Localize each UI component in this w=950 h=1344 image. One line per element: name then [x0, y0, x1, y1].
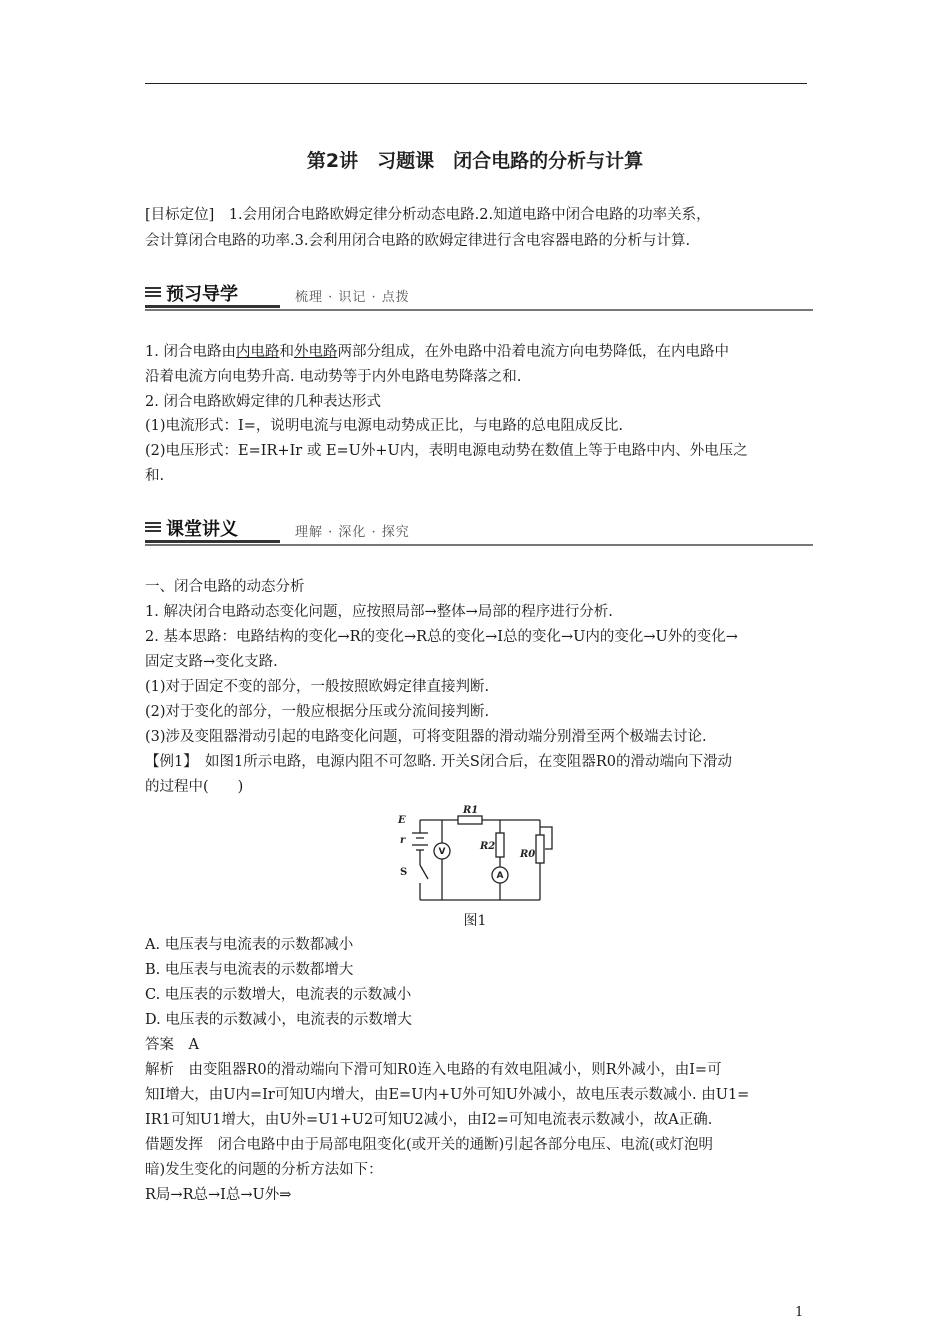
- section-title: 预习导学: [166, 284, 238, 305]
- objective-line-2: 会计算闭合电路的功率.3.会利用闭合电路的欧姆定律进行含电容器电路的分析与计算.: [145, 233, 691, 249]
- preview-paragraph-3: (1)电流形式：I=，说明电流与电源电动势成正比，与电路的总电阻成反比.: [145, 418, 624, 434]
- lecture-line: (1)对于固定不变的部分，一般按照欧姆定律直接判断.: [145, 679, 490, 695]
- label-R2: R2: [480, 841, 496, 852]
- tip-line: 借题发挥 闭合电路中由于局部电阻变化(或开关的通断)引起各部分电压、电流(或灯泡明: [145, 1137, 713, 1153]
- lecture-heading: 一、闭合电路的动态分析: [145, 579, 305, 595]
- objective-line-1: [目标定位] 1.会用闭合电路欧姆定律分析动态电路.2.知道电路中闭合电路的功率关系，: [145, 207, 711, 223]
- lecture-line: 2. 基本思路：电路结构的变化→R的变化→R总的变化→I总的变化→U内的变化→U外的变化→: [145, 629, 738, 645]
- option-b: B. 电压表与电流表的示数都增大: [145, 962, 354, 978]
- analysis-line: 解析 由变阻器R0的滑动端向下滑可知R0连入电路的有效电阻减小，则R外减小，由I=可: [145, 1062, 722, 1078]
- section-header-lecture: [145, 515, 810, 547]
- option-a: A. 电压表与电流表的示数都减小: [145, 937, 354, 953]
- lecture-line: 固定支路→变化支路.: [145, 654, 278, 670]
- preview-paragraph-2: 2. 闭合电路欧姆定律的几种表达形式: [145, 394, 381, 410]
- underlined-term: 外电路: [293, 344, 338, 360]
- page-title: 第2讲 习题课 闭合电路的分析与计算: [306, 150, 644, 172]
- section-title: 课堂讲义: [166, 519, 238, 540]
- preview-paragraph-1: 1. 闭合电路由内电路和外电路两部分组成，在外电路中沿着电流方向电势降低，在内电路中: [145, 344, 729, 360]
- analysis-line: IR1可知U1增大，由U外=U1+U2可知U2减小，由I2=可知电流表示数减小，故A正确.: [145, 1112, 713, 1128]
- preview-paragraph-1b: 沿着电流方向电势升高. 电动势等于内外电路电势降落之和.: [145, 369, 522, 385]
- voltmeter-icon: V: [438, 847, 446, 857]
- option-c: C. 电压表的示数增大，电流表的示数减小: [145, 987, 412, 1003]
- page-number: 1: [795, 1305, 804, 1320]
- label-R1: R1: [463, 805, 479, 816]
- section-header-preview: [145, 280, 810, 312]
- label-S: S: [400, 867, 408, 878]
- tip-line: R局→R总→I总→U外⇒: [145, 1187, 292, 1203]
- lecture-line: 1. 解决闭合电路动态变化问题，应按照局部→整体→局部的程序进行分析.: [145, 604, 613, 620]
- lecture-line: (3)涉及变阻器滑动引起的电路变化问题，可将变阻器的滑动端分别滑至两个极端去讨论.: [145, 729, 707, 745]
- analysis-line: 知I增大，由U内=Ir可知U内增大，由E=U内+U外可知U外减小，故电压表示数减小. 由U1=: [145, 1087, 750, 1103]
- answer-line: 答案 A: [145, 1037, 199, 1053]
- label-r: r: [400, 835, 406, 846]
- section-subtitle: 梳理 · 识记 · 点拨: [295, 290, 410, 305]
- example-line: 【例1】 如图1所示电路，电源内阻不可忽略. 开关S闭合后，在变阻器R0的滑动端向下滑动: [145, 754, 732, 770]
- header-rule: [145, 83, 807, 84]
- lecture-line: (2)对于变化的部分，一般应根据分压或分流间接判断.: [145, 704, 490, 720]
- section-bars-icon: [145, 522, 161, 536]
- label-R0: R0: [520, 849, 536, 860]
- preview-paragraph-4: (2)电压形式：E=IR+Ir 或 E=U外+U内，表明电源电动势在数值上等于电路中内、外电压之: [145, 443, 748, 459]
- underlined-term: 内电路: [235, 344, 280, 360]
- example-line: 的过程中( ): [145, 779, 244, 795]
- circuit-diagram: [390, 805, 560, 905]
- section-bars-icon: [145, 287, 161, 301]
- option-d: D. 电压表的示数减小，电流表的示数增大: [145, 1012, 412, 1028]
- ammeter-icon: A: [496, 871, 504, 881]
- section-subtitle: 理解 · 深化 · 探究: [295, 525, 410, 540]
- label-E: E: [398, 815, 406, 826]
- tip-line: 暗)发生变化的问题的分析方法如下：: [145, 1162, 383, 1178]
- preview-paragraph-4b: 和.: [145, 468, 165, 484]
- figure-caption: 图1: [463, 913, 487, 929]
